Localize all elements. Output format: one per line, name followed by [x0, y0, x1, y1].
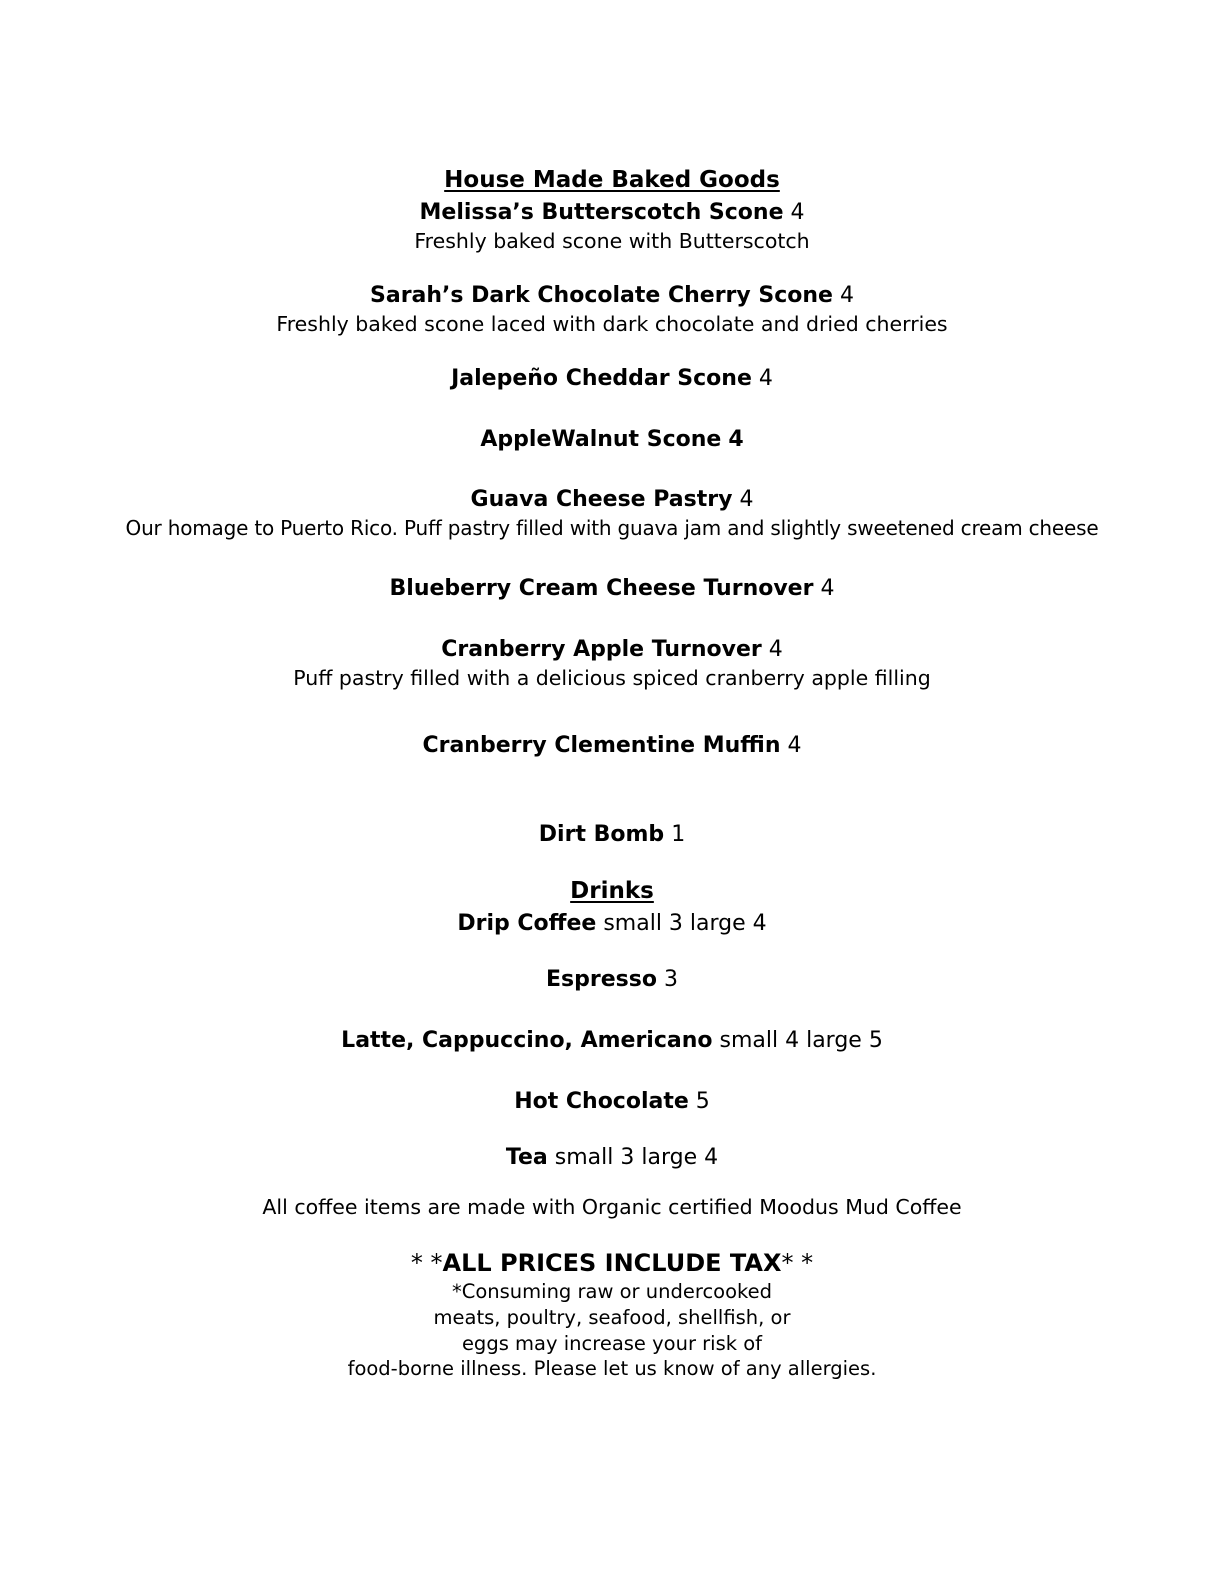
item-price: 4 [768, 637, 783, 662]
item-price: 1 [671, 822, 686, 847]
item-price: small 4 large 5 [719, 1028, 883, 1053]
item-name: Melissa’s Butterscotch Scone [419, 200, 784, 225]
item-name: Blueberry Cream Cheese Turnover [389, 576, 814, 601]
item-price: small 3 large 4 [554, 1145, 719, 1170]
item-name: Cranberry Clementine Muffin [422, 733, 781, 758]
item-name: Cranberry Apple Turnover [441, 637, 762, 662]
menu-item-hot-chocolate [0, 1091, 1224, 1113]
tax-suffix: * * [781, 1249, 814, 1277]
menu-item-cranberry-clementine-muffin [0, 735, 1224, 757]
disclaimer-line: *Consuming raw or undercooked [451, 1280, 773, 1303]
tax-notice [0, 1251, 1224, 1275]
menu-item-espresso [0, 969, 1224, 991]
tax-prefix: * * [410, 1249, 443, 1277]
item-name: Espresso [546, 967, 657, 992]
disclaimer-line: meats, poultry, seafood, shellfish, or [433, 1306, 791, 1329]
menu-item-guava-cheese-pastry [0, 489, 1224, 511]
menu-item-tea [0, 1147, 1224, 1169]
item-price: 3 [663, 967, 678, 992]
menu-item-butterscotch-scone [0, 202, 1224, 224]
item-name: Guava Cheese Pastry [470, 487, 733, 512]
item-name: Dirt Bomb [538, 822, 665, 847]
item-name: Latte, Cappuccino, Americano [341, 1028, 713, 1053]
item-price: small 3 large 4 [603, 911, 767, 936]
item-name: Jalepeño Cheddar Scone [451, 366, 752, 391]
menu-item-jalepeno-cheddar-scone [0, 368, 1224, 390]
tax-text: ALL PRICES INCLUDE TAX [442, 1249, 782, 1277]
menu-item-apple-walnut-scone [0, 429, 1224, 451]
item-price: 4 [790, 200, 805, 225]
drinks-heading: Drinks [570, 878, 654, 904]
item-price: 4 [739, 487, 754, 512]
item-price: 4 [728, 427, 744, 452]
menu-item-latte-cappuccino-americano [0, 1030, 1224, 1052]
menu-item-drip-coffee [0, 913, 1224, 935]
item-price: 5 [695, 1089, 710, 1114]
item-description: Freshly baked scone laced with dark chocolate and dried cherries [276, 312, 948, 336]
item-price: 4 [758, 366, 773, 391]
menu-item-cranberry-apple-turnover [0, 639, 1224, 661]
item-price: 4 [820, 576, 835, 601]
item-name: Drip Coffee [457, 911, 597, 936]
item-description: Puff pastry filled with a delicious spiced cranberry apple filling [293, 666, 931, 690]
item-name: Hot Chocolate [514, 1089, 689, 1114]
item-price: 4 [839, 283, 854, 308]
menu-item-dirt-bomb [0, 824, 1224, 846]
item-name: Tea [505, 1145, 548, 1170]
item-name: Sarah’s Dark Chocolate Cherry Scone [370, 283, 833, 308]
disclaimer-line: food-borne illness. Please let us know of any allergies. [347, 1357, 877, 1380]
disclaimer-line: eggs may increase your risk of [461, 1332, 763, 1355]
item-description: Our homage to Puerto Rico. Puff pastry filled with guava jam and slightly sweetened cream cheese [125, 516, 1099, 540]
item-name: AppleWalnut Scone [480, 427, 722, 452]
menu-item-dark-chocolate-cherry-scone [0, 285, 1224, 307]
baked-goods-heading: House Made Baked Goods [444, 167, 780, 193]
item-price: 4 [787, 733, 802, 758]
menu-item-blueberry-turnover [0, 578, 1224, 600]
item-description: Freshly baked scone with Butterscotch [414, 229, 810, 253]
coffee-note: All coffee items are made with Organic certified Moodus Mud Coffee [262, 1195, 962, 1219]
